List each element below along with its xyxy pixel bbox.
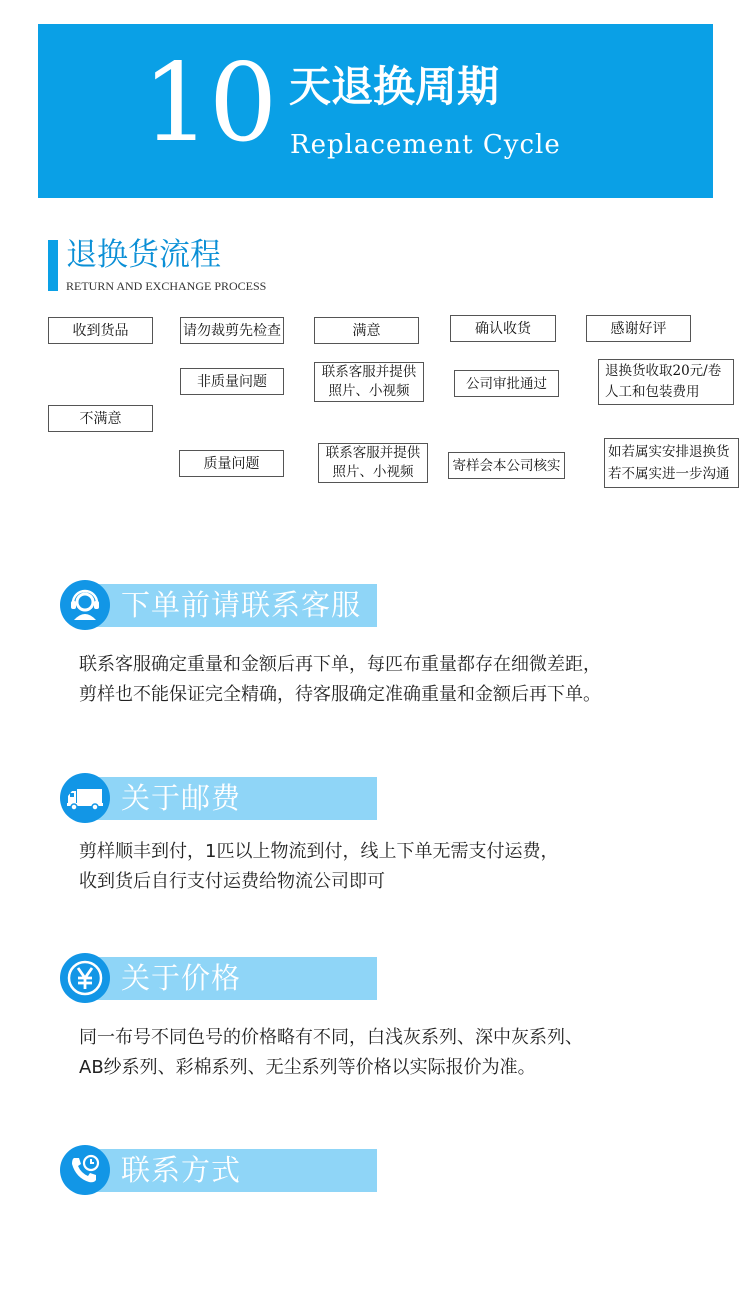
section-body (79, 1023, 583, 1083)
step-fee-charge: 退换货收取20元/卷 人工和包装费用 (598, 359, 734, 405)
customer-service-icon (60, 580, 110, 630)
section-text-line: 剪样顺丰到付，1匹以上物流到付，线上下单无需支付运费， (79, 841, 559, 862)
phone-clock-icon (60, 1145, 110, 1195)
section-text-line: 同一布号不同色号的价格略有不同，白浅灰系列、深中灰系列、 (79, 1027, 583, 1048)
step-quality-issue: 质量问题 (179, 450, 284, 477)
section-title: 下单前请联系客服 (121, 588, 362, 622)
step-contact-service-a: 联系客服并提供 照片、小视频 (314, 362, 424, 402)
step-arrange-return: 如若属实安排退换货 若不属实进一步沟通 (604, 438, 739, 488)
step-non-quality-issue: 非质量问题 (180, 368, 284, 395)
step-company-approval: 公司审批通过 (454, 370, 559, 397)
step-received: 收到货品 (48, 317, 153, 344)
section-title: 联系方式 (121, 1153, 242, 1187)
step-inspect: 请勿裁剪先检查 (180, 317, 284, 344)
section-title: 关于价格 (121, 961, 242, 995)
header-banner (38, 24, 713, 198)
step-thanks-review: 感谢好评 (586, 315, 691, 342)
process-title: 退换货流程 (66, 237, 221, 273)
step-unsatisfied: 不满意 (48, 405, 153, 432)
section-text-line: 联系客服确定重量和金额后再下单，每匹布重量都存在细微差距， (79, 654, 601, 675)
process-subtitle: RETURN AND EXCHANGE PROCESS (66, 279, 267, 293)
banner-title: 天退换周期 (289, 62, 500, 111)
section-text-line: AB纱系列、彩棉系列、无尘系列等价格以实际报价为准。 (79, 1057, 536, 1078)
banner-subtitle: Replacement Cycle (290, 130, 561, 160)
section-accent-bar (48, 240, 58, 291)
delivery-truck-icon (60, 773, 110, 823)
yuan-icon (60, 953, 110, 1003)
section-body (79, 837, 558, 897)
step-satisfied: 满意 (314, 317, 419, 344)
step-contact-service-b: 联系客服并提供 照片、小视频 (318, 443, 428, 483)
section-title: 关于邮费 (121, 781, 242, 815)
section-body (79, 650, 601, 710)
step-send-sample: 寄样会本公司核实 (448, 452, 565, 479)
section-text-line: 收到货后自行支付运费给物流公司即可 (79, 871, 385, 892)
banner-number: 10 (142, 41, 276, 166)
step-confirm-receipt: 确认收货 (450, 315, 556, 342)
section-text-line: 剪样也不能保证完全精确，待客服确定准确重量和金额后再下单。 (79, 684, 601, 705)
